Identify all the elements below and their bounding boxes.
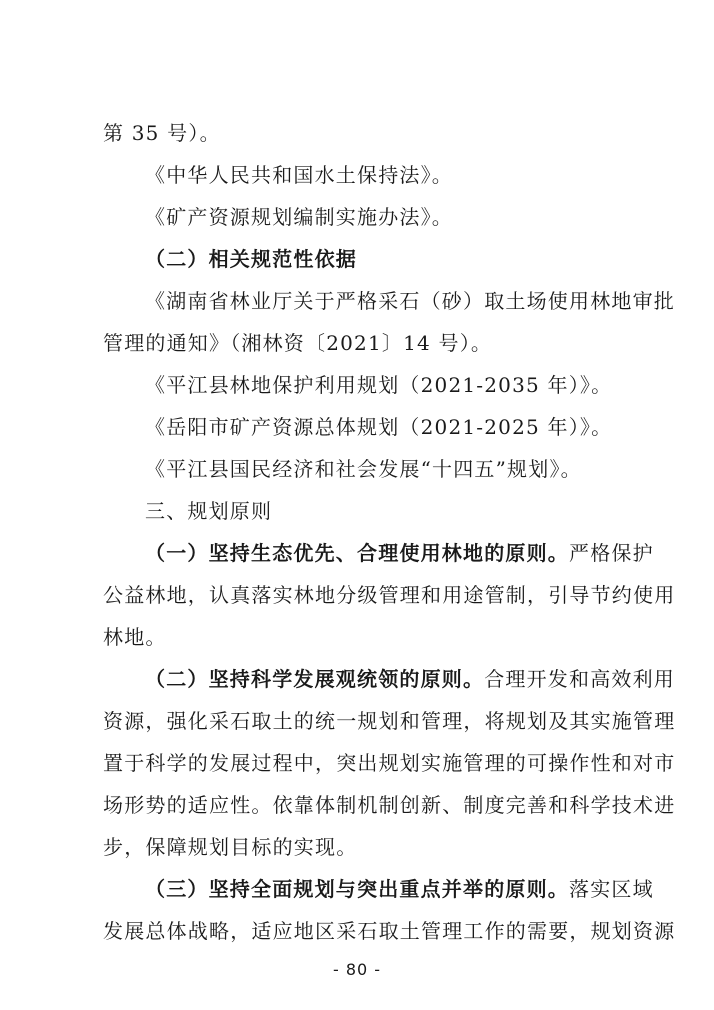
text-span: 严格保护 (569, 541, 654, 565)
principle-paragraph-start (0, 661, 714, 697)
text-line (0, 115, 714, 151)
heading-text: （二）相关规范性依据 (145, 247, 357, 271)
text-span: 管理的通知》（湘林资〔2021〕14 号）。 (103, 331, 493, 355)
text-span: 落实区域 (569, 877, 654, 901)
text-span: 《岳阳市矿产资源总体规划（2021-2025 年）》。 (145, 415, 613, 439)
text-span: 《矿产资源规划编制实施办法》。 (145, 205, 453, 229)
text-span: 置于科学的发展过程中，突出规划实施管理的可操作性和对市 (103, 751, 676, 775)
principle-title: （三）坚持全面规划与突出重点并举的原则。 (145, 877, 569, 901)
text-span: 步，保障规划目标的实现。 (103, 835, 358, 859)
text-span: 公益林地，认真落实林地分级管理和用途管制，引导节约使用 (103, 583, 676, 607)
text-span: 《平江县林地保护利用规划（2021-2035 年）》。 (145, 373, 613, 397)
text-line (0, 829, 714, 865)
section-heading (0, 493, 714, 529)
principle-paragraph-start (0, 535, 714, 571)
text-line (0, 325, 714, 361)
text-line (0, 157, 714, 193)
text-line (0, 451, 714, 487)
text-line (0, 367, 714, 403)
heading-text: 三、规划原则 (145, 499, 273, 523)
page-number: - 80 - (332, 960, 382, 979)
text-span: 《中华人民共和国水土保持法》。 (145, 163, 453, 187)
text-line (0, 703, 714, 739)
text-line (0, 283, 714, 319)
text-line (0, 199, 714, 235)
text-line (0, 913, 714, 949)
text-span: 《平江县国民经济和社会发展“十四五”规划》。 (145, 457, 582, 481)
text-span: 林地。 (103, 625, 167, 649)
text-span: 《湖南省林业厅关于严格采石（砂）取土场使用林地审批 (145, 289, 675, 313)
text-line (0, 409, 714, 445)
text-span: 场形势的适应性。依靠体制机制创新、制度完善和科学技术进 (103, 793, 676, 817)
section-heading (0, 241, 714, 277)
text-line (0, 787, 714, 823)
text-line (0, 745, 714, 781)
text-span: 发展总体战略，适应地区采石取土管理工作的需要，规划资源 (103, 919, 676, 943)
principle-title: （二）坚持科学发展观统领的原则。 (145, 667, 485, 691)
principle-paragraph-start (0, 871, 714, 907)
text-line (0, 619, 714, 655)
text-line (0, 577, 714, 613)
principle-title: （一）坚持生态优先、合理使用林地的原则。 (145, 541, 569, 565)
text-span: 资源，强化采石取土的统一规划和管理，将规划及其实施管理 (103, 709, 676, 733)
text-span: 合理开发和高效利用 (484, 667, 676, 691)
text-span: 第 35 号）。 (103, 121, 221, 145)
